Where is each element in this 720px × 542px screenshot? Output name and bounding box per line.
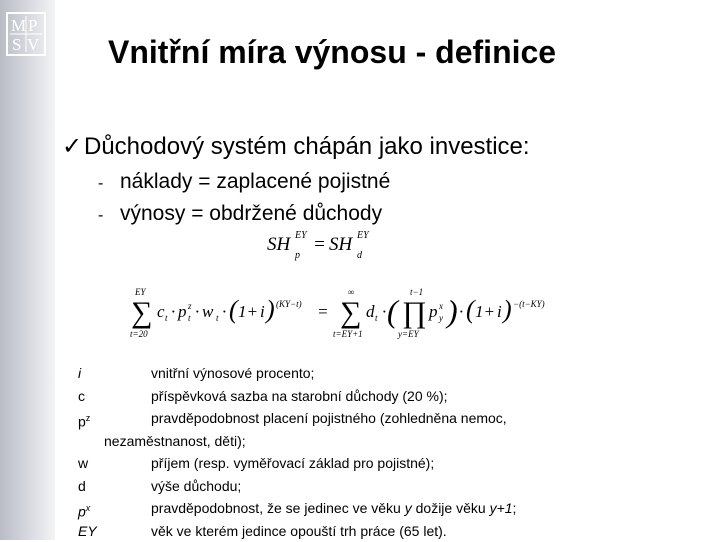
definition-symbol: i [78,362,81,385]
svg-text:=: = [317,302,328,321]
main-bullet [62,132,530,161]
svg-text:t−1: t−1 [410,287,423,297]
definition-symbol: $p^x$ [78,497,90,523]
sub-item-text: výnosy = obdržené důchody [120,202,382,225]
sidebar-band [0,0,55,540]
definition-text: pravděpodobnost placení pojistného (zohledněna nemoc, [151,407,507,430]
definition-continuation: nezaměstnanost, děti); [78,430,638,453]
checkmark-icon: ✓ [62,132,84,161]
svg-text:c: c [157,302,165,321]
svg-text:·: · [382,302,386,321]
svg-text:(: ( [466,295,476,324]
definition-row [78,497,638,520]
definition-symbol: $p^z$ [78,407,90,433]
svg-text:EY: EY [294,230,308,241]
svg-text:1+: 1+ [238,302,258,321]
svg-text:·: · [195,302,199,321]
slide-title: Vnitřní míra výnosu - definice [108,34,556,71]
svg-text:(KY−t): (KY−t) [276,299,302,309]
svg-text:M: M [11,16,26,35]
definition-symbol: c [78,385,85,408]
definition-symbol: w [78,452,88,475]
svg-text:z: z [187,301,192,311]
svg-text:t: t [188,313,191,323]
svg-text:y: y [438,313,443,323]
definition-row [78,362,638,385]
svg-text:w: w [202,302,214,321]
svg-text:∞: ∞ [348,287,354,297]
main-bullet-text: Důchodový systém chápán jako investice: [84,133,530,160]
definition-row [78,475,638,498]
definition-text: příjem (resp. vyměřovací základ pro pojistné); [151,452,434,475]
svg-text:): ) [445,293,458,329]
definition-symbol: d [78,475,86,498]
definition-row [78,520,638,542]
definition-symbol: EY [78,520,97,542]
formula-irr-equation [125,282,570,344]
sub-item-text: náklady = zaplacené pojistné [120,170,390,193]
svg-text:SH: SH [267,234,292,255]
svg-text:=: = [313,234,326,255]
svg-text:(: ( [387,293,400,329]
svg-text:EY: EY [356,230,370,241]
svg-text:i: i [497,302,502,321]
svg-text:x: x [438,301,443,311]
svg-text:t: t [375,313,378,323]
svg-text:S: S [12,35,21,54]
dash-marker: - [98,207,120,225]
definition-text: příspěvková sazba na starobní důchody (20 %); [151,385,448,408]
svg-text:t: t [165,313,168,323]
svg-text:(: ( [229,295,239,324]
svg-text:P: P [28,16,37,35]
svg-text:1+: 1+ [475,302,495,321]
sub-item-returns [98,202,382,226]
definition-text: výše důchodu; [151,475,241,498]
definition-row [78,452,638,475]
svg-text:V: V [27,35,40,54]
svg-text:·: · [222,302,226,321]
mpsv-logo [6,12,46,56]
svg-text:p: p [428,302,438,321]
definition-text: vnitřní výnosové procento; [151,362,314,385]
svg-text:SH: SH [329,234,354,255]
svg-text:): ) [501,295,512,324]
svg-text:p: p [177,302,187,321]
svg-text:·: · [171,302,175,321]
definitions-list [78,362,638,542]
svg-text:∑: ∑ [340,296,361,329]
svg-text:): ) [264,295,275,324]
sub-item-costs [98,170,390,194]
definition-row [78,407,638,430]
svg-text:−(t−KY): −(t−KY) [513,299,545,309]
definition-row [78,385,638,408]
svg-text:EY: EY [134,287,146,297]
dash-marker: - [98,175,120,193]
svg-text:·: · [459,302,463,321]
svg-text:∑: ∑ [131,296,152,329]
svg-text:t: t [216,313,219,323]
svg-text:y=EY: y=EY [397,329,420,339]
svg-text:∏: ∏ [402,296,427,329]
definition-text: pravděpodobnost, že se jedinec ve věku y dožije věku y+1; [151,497,516,520]
svg-text:i: i [260,302,265,321]
formula-sh-equality [265,228,385,264]
svg-text:t=20: t=20 [130,329,148,339]
svg-text:d: d [366,302,375,321]
svg-text:d: d [357,250,363,261]
svg-text:p: p [294,250,300,261]
svg-text:t=EY+1: t=EY+1 [333,329,363,339]
definition-text: věk ve kterém jedince opouští trh práce (65 let). [151,520,447,542]
